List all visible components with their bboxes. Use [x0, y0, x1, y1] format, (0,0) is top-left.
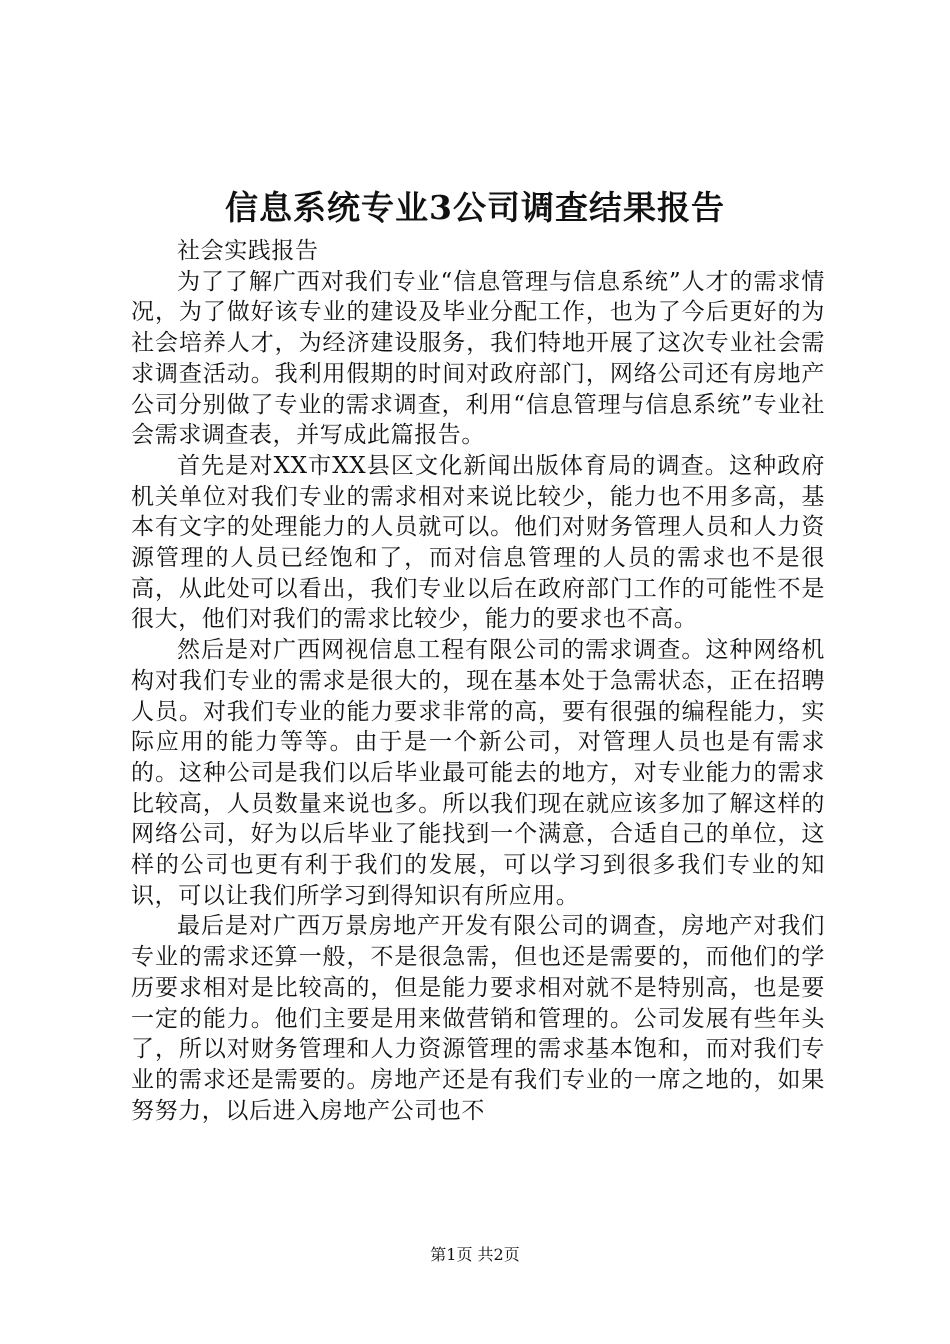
paragraph-government: 首先是对XX市XX县区文化新闻出版体育局的调查。这种政府机关单位对我们专业的需求相对来说比较少，能力也不用多高，基本有文字的处理能力的人员就可以。他们对财务管理人员和人力资源管理的人员已经饱和了，而对信息管理的人员的需求也不是很高，从此处可以看出，我们专业以后在政府部门工作的可能性不是很大，他们对我们的需求比较少，能力的要求也不高。	[131, 452, 825, 633]
document-subtitle: 社会实践报告	[177, 238, 319, 264]
document-title: 信息系统专业3公司调查结果报告	[225, 188, 725, 227]
paragraph-intro: 为了了解广西对我们专业“信息管理与信息系统”人才的需求情况，为了做好该专业的建设及毕业分配工作，也为了今后更好的为社会培养人才，为经济建设服务，我们特地开展了这次专业社会需求调查活动。我利用假期的时间对政府部门，网络公司还有房地产公司分别做了专业的需求调查，利用“信息管理与信息系统”专业社会需求调查表，并写成此篇报告。	[131, 268, 825, 449]
paragraph-network-company: 然后是对广西网视信息工程有限公司的需求调查。这种网络机构对我们专业的需求是很大的，现在基本处于急需状态，正在招聘人员。对我们专业的能力要求非常的高，要有很强的编程能力，实际应用的能力等等。由于是一个新公司，对管理人员也是有需求的。这种公司是我们以后毕业最可能去的地方，对专业能力的需求比较高，人员数量来说也多。所以我们现在就应该多加了解这样的网络公司，好为以后毕业了能找到一个满意，合适自己的单位，这样的公司也更有利于我们的发展，可以学习到很多我们专业的知识，可以让我们所学习到得知识有所应用。	[131, 637, 825, 909]
page-footer	[0, 1245, 950, 1265]
document-body	[131, 236, 825, 1126]
paragraph-real-estate: 最后是对广西万景房地产开发有限公司的调查，房地产对我们专业的需求还算一般，不是很急需，但也还是需要的，而他们的学历要求相对是比较高的，但是能力要求相对就不是特别高，也是要一定的能力。他们主要是用来做营销和管理的。公司发展有些年头了，所以对财务管理和人力资源管理的需求基本饱和，而对我们专业的需求还是需要的。房地产还是有我们专业的一席之地的，如果努努力，以后进入房地产公司也不	[131, 913, 825, 1124]
page-indicator: 第1页 共2页	[430, 1245, 520, 1264]
